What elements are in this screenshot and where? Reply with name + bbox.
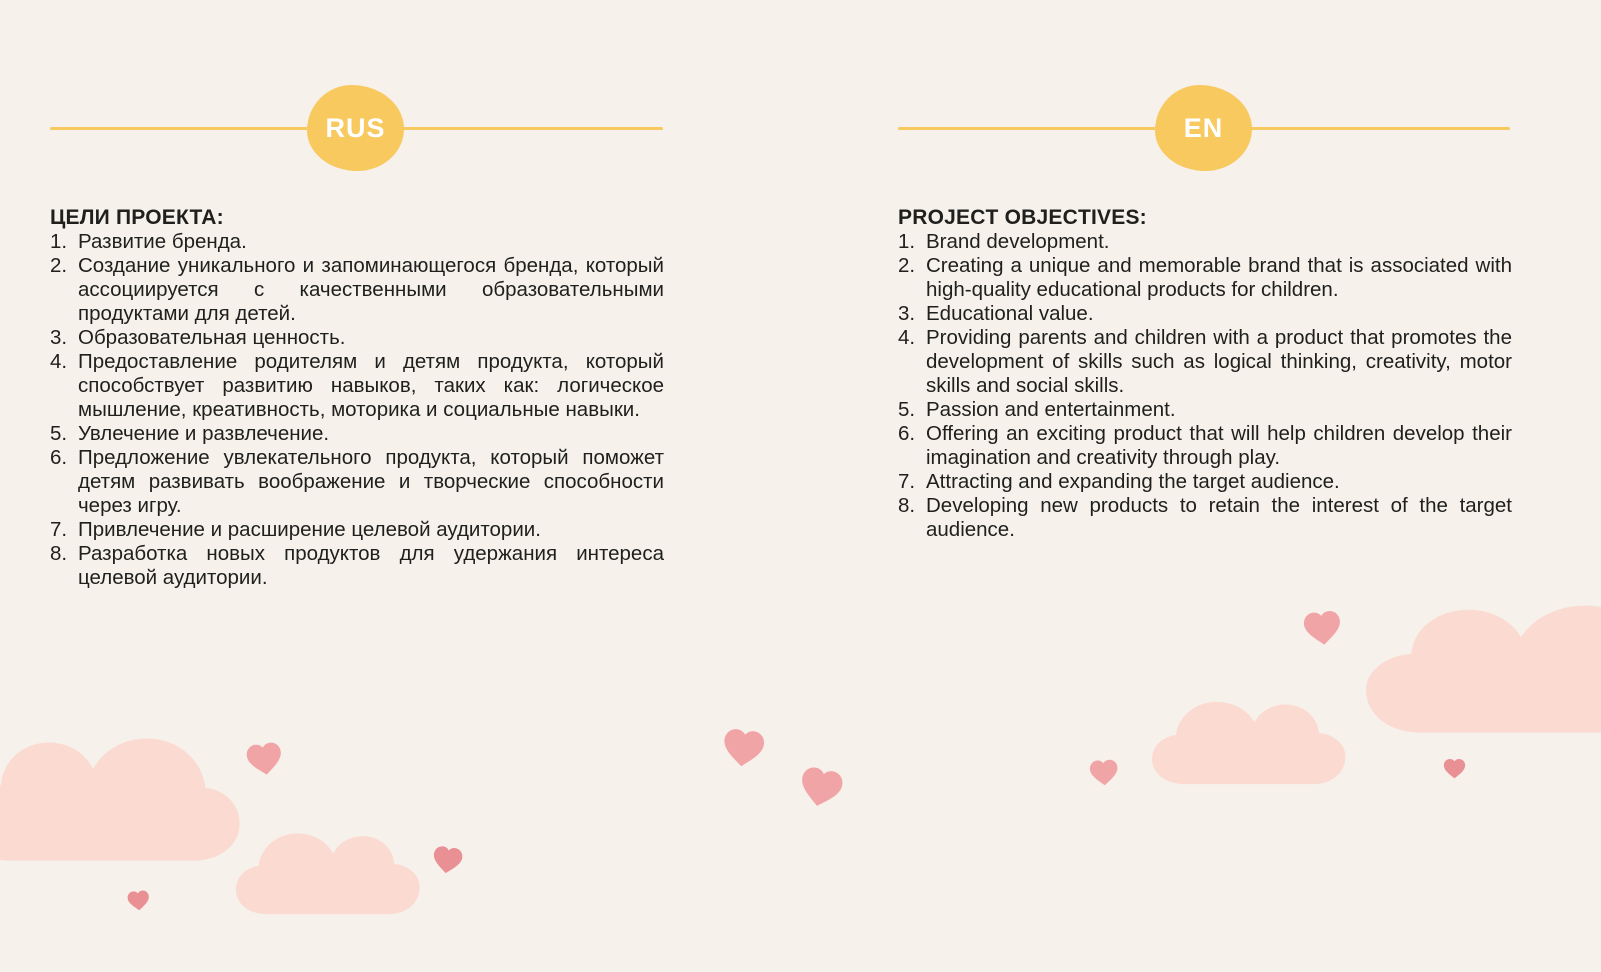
list-item-text: Образовательная ценность. xyxy=(78,326,346,349)
list-item xyxy=(898,254,1512,302)
heart-icon xyxy=(795,763,847,812)
list-item xyxy=(50,422,664,446)
list-item-number: 5. xyxy=(50,422,68,445)
objectives-list xyxy=(898,230,1512,542)
heart-icon xyxy=(1301,608,1344,648)
list-item-text: Разработка новых продуктов для удержания интереса целевой аудитории. xyxy=(78,542,664,589)
list-item-number: 4. xyxy=(898,326,916,349)
list-item xyxy=(898,470,1512,494)
list-item-text: Brand development. xyxy=(926,230,1110,253)
list-item-text: Developing new products to retain the interest of the target audience. xyxy=(926,494,1512,541)
objectives-list xyxy=(50,230,664,590)
list-item-number: 6. xyxy=(898,422,916,445)
heart-icon xyxy=(720,726,768,771)
list-item xyxy=(898,326,1512,398)
list-item-text: Providing parents and children with a product that promotes the development of skills such as logical thinking, creativity, motor skills and social skills. xyxy=(926,326,1512,397)
cloud-icon xyxy=(0,712,244,862)
list-item-text: Attracting and expanding the target audience. xyxy=(926,470,1340,493)
heart-icon xyxy=(244,740,285,779)
badge-label: RUS xyxy=(325,112,386,143)
list-item-text: Предложение увлекательного продукта, который поможет детям развивать воображение и творческие способности через игру. xyxy=(78,446,664,517)
list-item-number: 7. xyxy=(898,470,916,493)
list-item-number: 1. xyxy=(898,230,916,253)
objectives-section-en xyxy=(898,206,1512,542)
cloud-icon xyxy=(1149,684,1349,785)
list-item xyxy=(50,542,664,590)
objectives-section-rus xyxy=(50,206,664,590)
list-item-text: Создание уникального и запоминающегося бренда, который ассоциируется с качественными образовательными продуктами для детей. xyxy=(78,254,664,325)
section-heading: PROJECT OBJECTIVES: xyxy=(898,206,1147,229)
heart-icon xyxy=(430,844,465,876)
cloud-icon xyxy=(1360,578,1601,734)
list-item-number: 5. xyxy=(898,398,916,421)
list-item-text: Offering an exciting product that will help children develop their imagination and creativity through play. xyxy=(926,422,1512,469)
list-item-number: 2. xyxy=(898,254,916,277)
list-item xyxy=(898,422,1512,470)
list-item-number: 8. xyxy=(50,542,68,565)
list-item-text: Увлечение и развлечение. xyxy=(78,422,330,445)
list-item xyxy=(50,230,664,254)
heart-icon xyxy=(126,889,151,912)
list-item-number: 1. xyxy=(50,230,68,253)
list-item-number: 3. xyxy=(50,326,68,349)
list-item xyxy=(898,302,1512,326)
list-item xyxy=(898,398,1512,422)
list-item-number: 7. xyxy=(50,518,68,541)
list-item xyxy=(50,254,664,326)
list-item xyxy=(50,518,664,542)
language-badge-en xyxy=(1155,85,1252,171)
list-item-number: 3. xyxy=(898,302,916,325)
badge-label: EN xyxy=(1183,112,1224,143)
list-item xyxy=(898,230,1512,254)
heart-icon xyxy=(1088,758,1120,787)
cloud-icon xyxy=(233,816,423,915)
list-item xyxy=(898,494,1512,542)
list-item-number: 6. xyxy=(50,446,68,469)
list-item-number: 8. xyxy=(898,494,916,517)
list-item-text: Educational value. xyxy=(926,302,1094,325)
list-item-text: Creating a unique and memorable brand that is associated with high-quality educational products for children. xyxy=(926,254,1512,301)
list-item-text: Passion and entertainment. xyxy=(926,398,1176,421)
section-heading: ЦЕЛИ ПРОЕКТА: xyxy=(50,206,224,229)
list-item xyxy=(50,446,664,518)
list-item xyxy=(50,326,664,350)
list-item-text: Развитие бренда. xyxy=(78,230,247,253)
list-item-text: Предоставление родителям и детям продукта, который способствует развитию навыков, таких как: логическое мышление, креативность, моторика и социальные навыки. xyxy=(78,350,664,421)
list-item-number: 4. xyxy=(50,350,68,373)
list-item-number: 2. xyxy=(50,254,68,277)
language-badge-rus xyxy=(307,85,404,171)
list-item xyxy=(50,350,664,422)
list-item-text: Привлечение и расширение целевой аудитории. xyxy=(78,518,541,541)
heart-icon xyxy=(1443,758,1466,779)
